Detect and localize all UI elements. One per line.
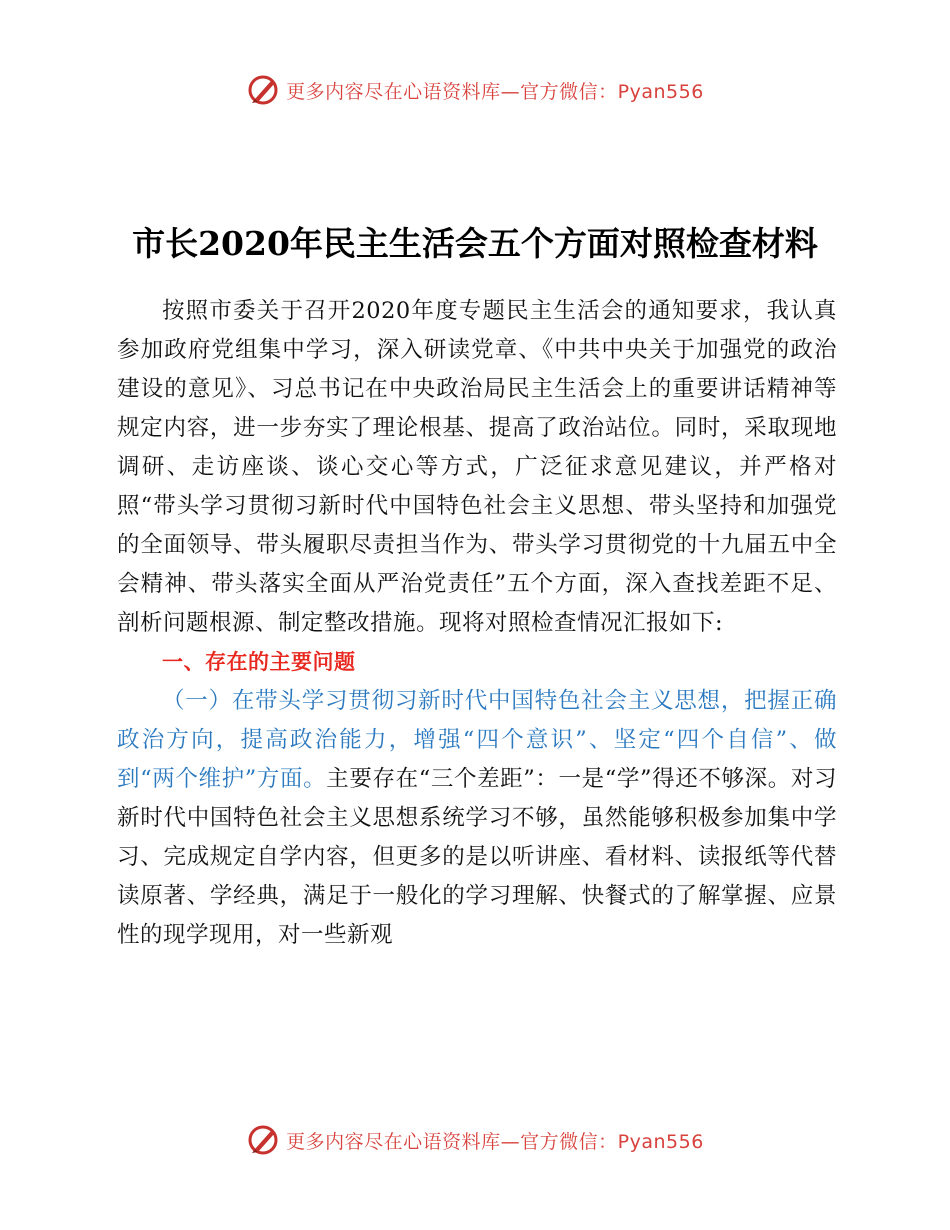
footer-banner-text: 更多内容尽在心语资料库—官方微信：Pyan556 [286, 1130, 704, 1153]
document-title: 市长2020年民主生活会五个方面对照检查材料 [132, 224, 818, 263]
header-banner-text: 更多内容尽在心语资料库—官方微信：Pyan556 [286, 80, 704, 103]
subsection-heading: （一）在带头学习贯彻习新时代中国特色社会主义思想，把握正确政治方向，提高政治能力，增强“四个意识”、坚定“四个自信”、做到“两个维护”方面。 [117, 688, 837, 792]
subsection-body: 主要存在“三个差距”：一是“学”得还不够深。对习新时代中国特色社会主义思想系统学习不够，虽然能够积极参加集中学习、完成规定自学内容，但更多的是以听讲座、看材料、读报纸等代替读原著、学经典，满足于一般化的学习理解、快餐式的了解掌握、应景性的现学现用，对一些新观 [117, 766, 837, 948]
subsection-paragraph [117, 682, 837, 955]
header-banner [0, 70, 950, 110]
intro-paragraph: 按照市委关于召开2020年度专题民主生活会的通知要求，我认真参加政府党组集中学习，深入研读党章、《中共中央关于加强党的政治建设的意见》、习总书记在中央政治局民主生活会上的重要讲话精神等规定内容，进一步夯实了理论根基、提高了政治站位。同时，采取现地调研、走访座谈、谈心交心等方式，广泛征求意见建议，并严格对照“带头学习贯彻习新时代中国特色社会主义思想、带头坚持和加强党的全面领导、带头履职尽责担当作为、带头学习贯彻党的十九届五中全会精神、带头落实全面从严治党责任”五个方面，深入查找差距不足、剖析问题根源、制定整改措施。现将对照检查情况汇报如下: [117, 298, 837, 636]
footer-banner [0, 1120, 950, 1160]
pen-circle-logo-icon [246, 1123, 280, 1157]
pen-circle-logo-icon [246, 73, 280, 107]
document-body [117, 292, 837, 955]
section-heading: 一、存在的主要问题 [162, 650, 356, 674]
